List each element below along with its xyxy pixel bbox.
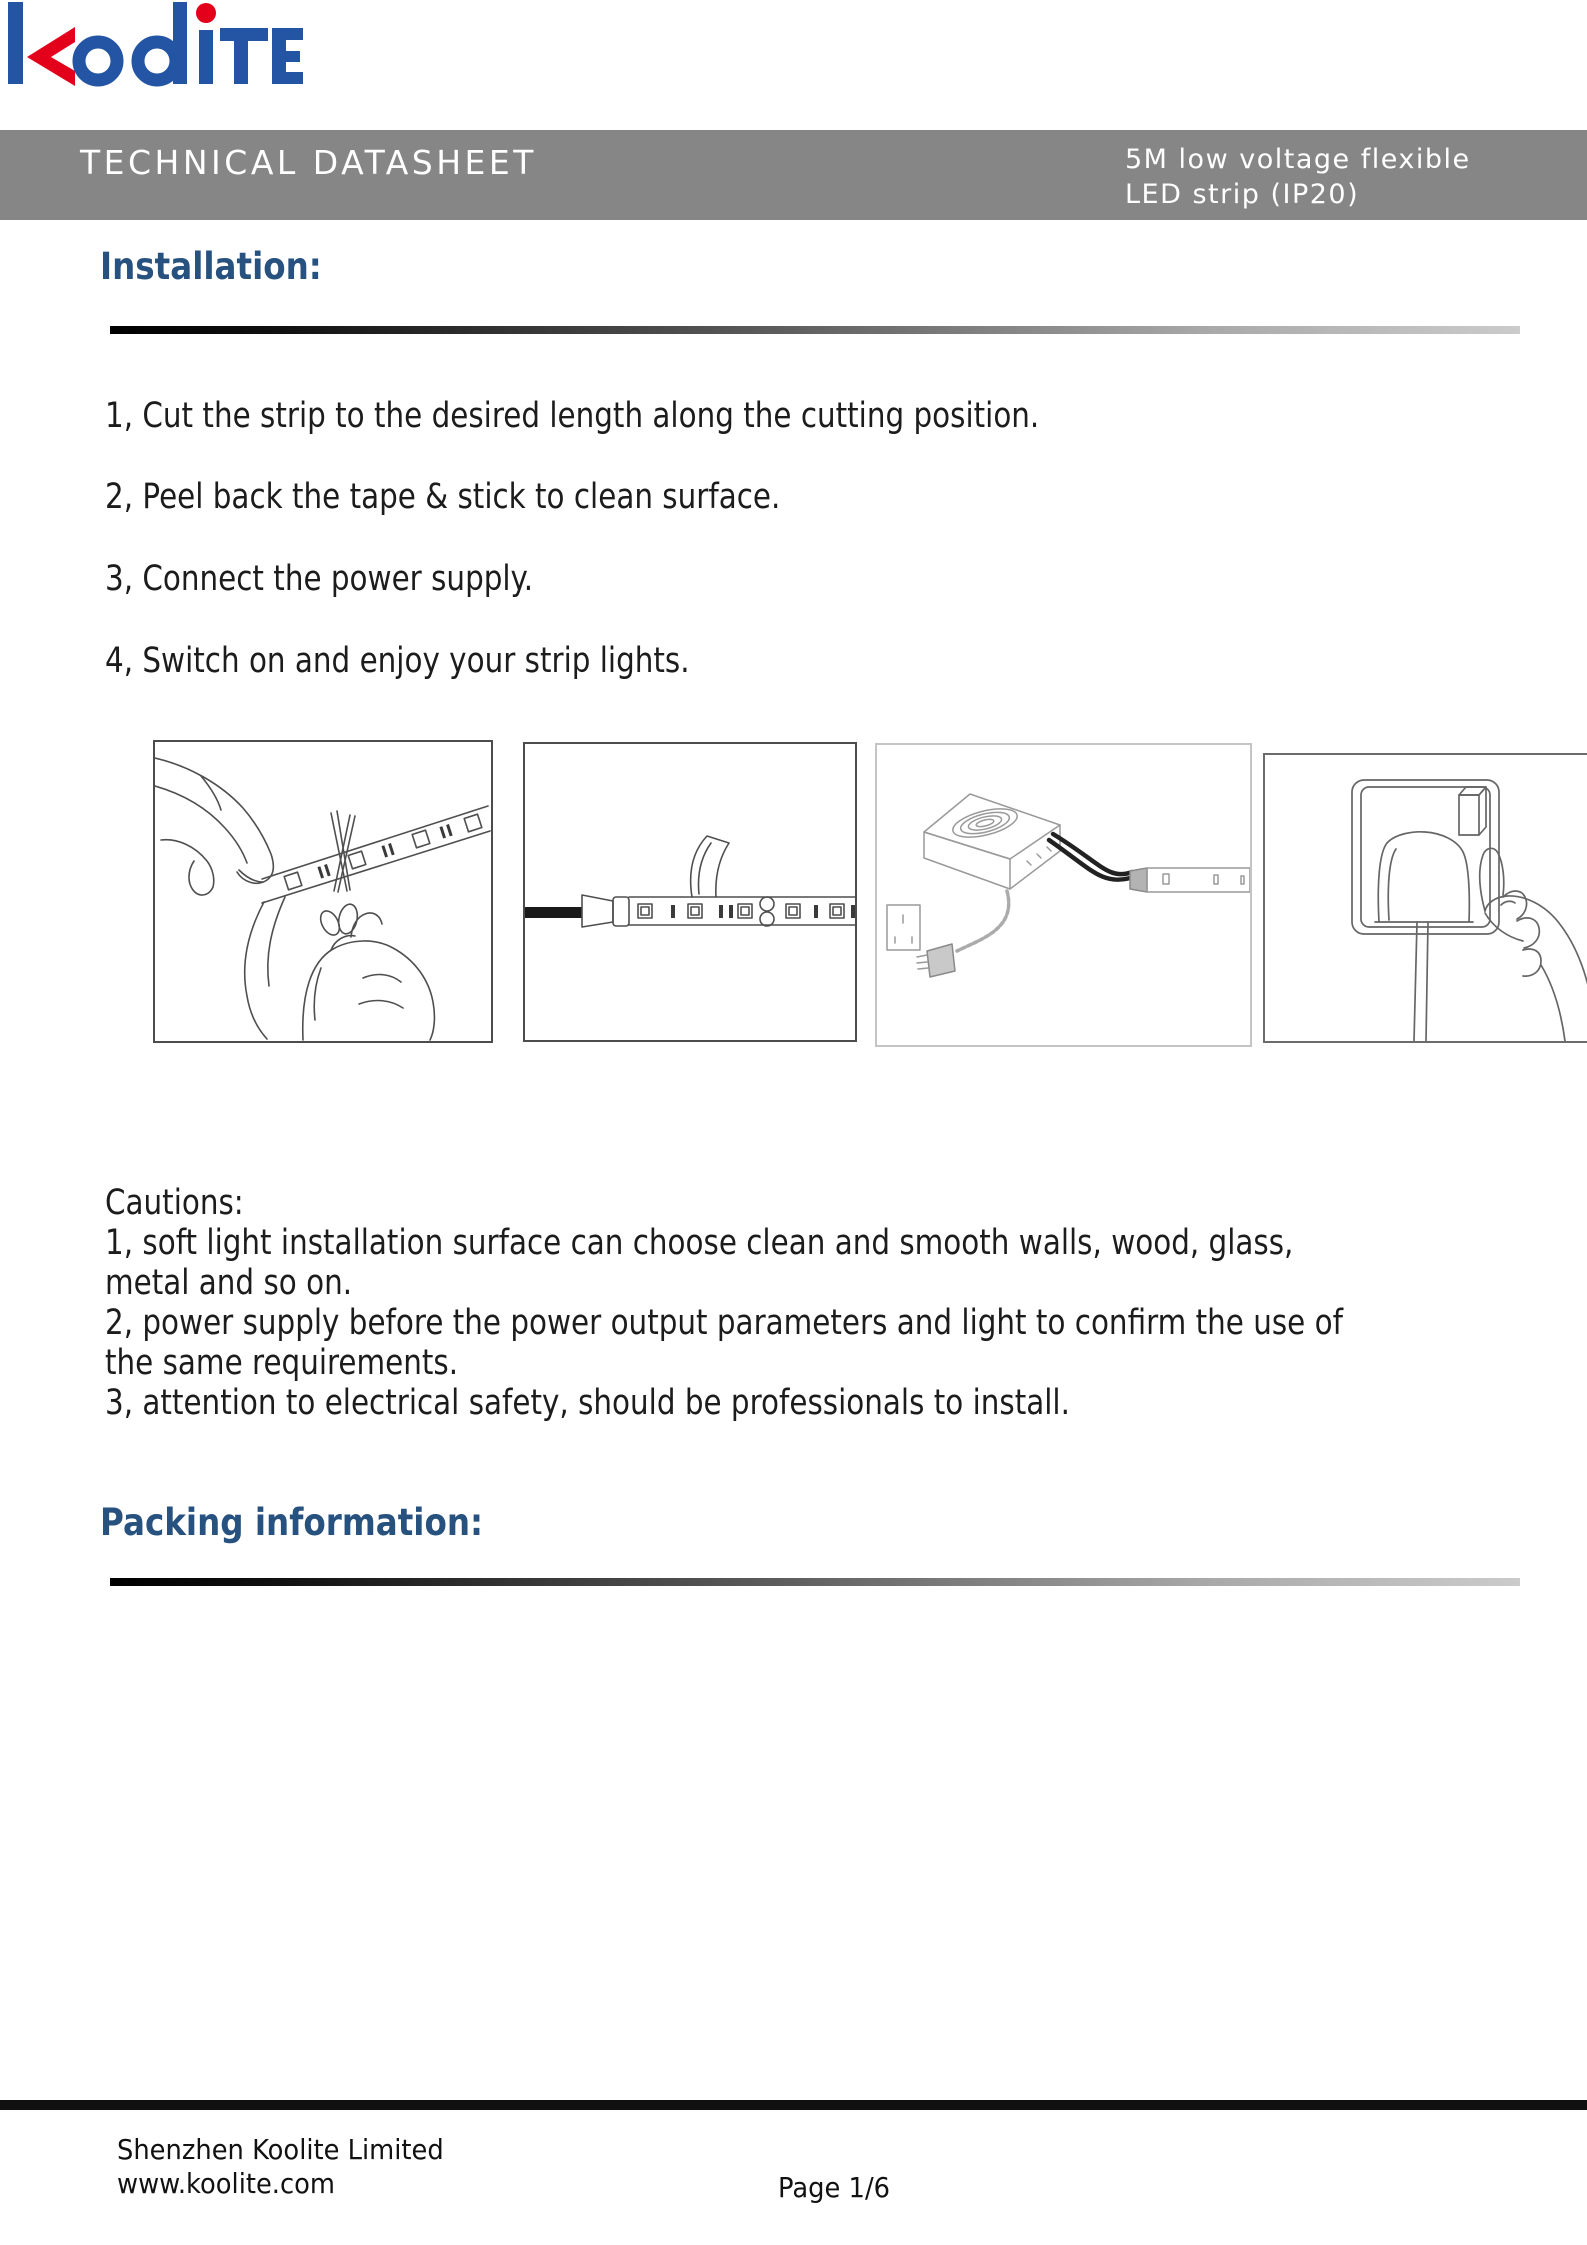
header-banner [0,130,1587,220]
header-right-title-line1: 5M low voltage flexible [1125,144,1471,175]
packing-heading: Packing information: [100,1501,484,1544]
logo-o1 [79,42,117,80]
koolite-logo [0,0,330,116]
caution-line: the same requirements. [105,1343,459,1383]
logo-e-mid [272,51,300,62]
caution-line: metal and so on. [105,1263,353,1303]
caution-line: 2, power supply before the power output parameters and light to confirm the use of [105,1303,1343,1343]
logo-i-dot [196,3,216,23]
figure-connect-power [875,743,1252,1047]
cut-strip-illustration [155,742,491,1041]
koolite-logo-icon [0,0,330,112]
header-right-title-line2: LED strip (IP20) [1125,179,1360,210]
footer-page-number: Page 1/6 [778,2171,891,2204]
installation-heading: Installation: [100,245,322,288]
caution-line: 3, attention to electrical safety, should be professionals to install. [105,1383,1070,1423]
section-rule-installation [110,326,1520,334]
caution-line: 1, soft light installation surface can choose clean and smooth walls, wood, glass, [105,1223,1294,1263]
footer-company: Shenzhen Koolite Limited [117,2133,444,2166]
cautions-block [105,1183,1579,1423]
figure-switch-on [1263,753,1587,1043]
peel-tape-illustration [525,744,855,1040]
logo-k-chevron [27,27,75,86]
logo-e-top [272,28,303,40]
logo-i-stem [199,30,213,84]
installation-step-1: 1, Cut the strip to the desired length along the cutting position. [105,396,1040,436]
cautions-heading: Cautions: [105,1183,244,1223]
section-rule-packing [110,1578,1520,1586]
header-left-title: TECHNICAL DATASHEET [80,143,537,182]
logo-k-stem [8,2,23,84]
wall-switch-icon [1459,787,1486,835]
logo-e-bottom [272,72,303,84]
logo-t-stem [234,28,248,84]
header-right-title [1125,142,1471,212]
plug-switch-on-illustration [1265,755,1587,1041]
installation-step-3: 3, Connect the power supply. [105,559,534,599]
logo-o2 [138,42,176,80]
installation-step-4: 4, Switch on and enjoy your strip lights. [105,641,690,681]
installation-step-2: 2, Peel back the tape & stick to clean surface. [105,477,781,517]
adapter-coil-icon [950,803,1020,842]
wall-socket-icon [887,905,920,950]
footer-website: www.koolite.com [117,2167,336,2200]
figure-peel-tape [523,742,857,1042]
figure-cut-strip [153,740,493,1043]
footer-divider [0,2100,1587,2110]
connect-power-supply-illustration [877,745,1250,1045]
